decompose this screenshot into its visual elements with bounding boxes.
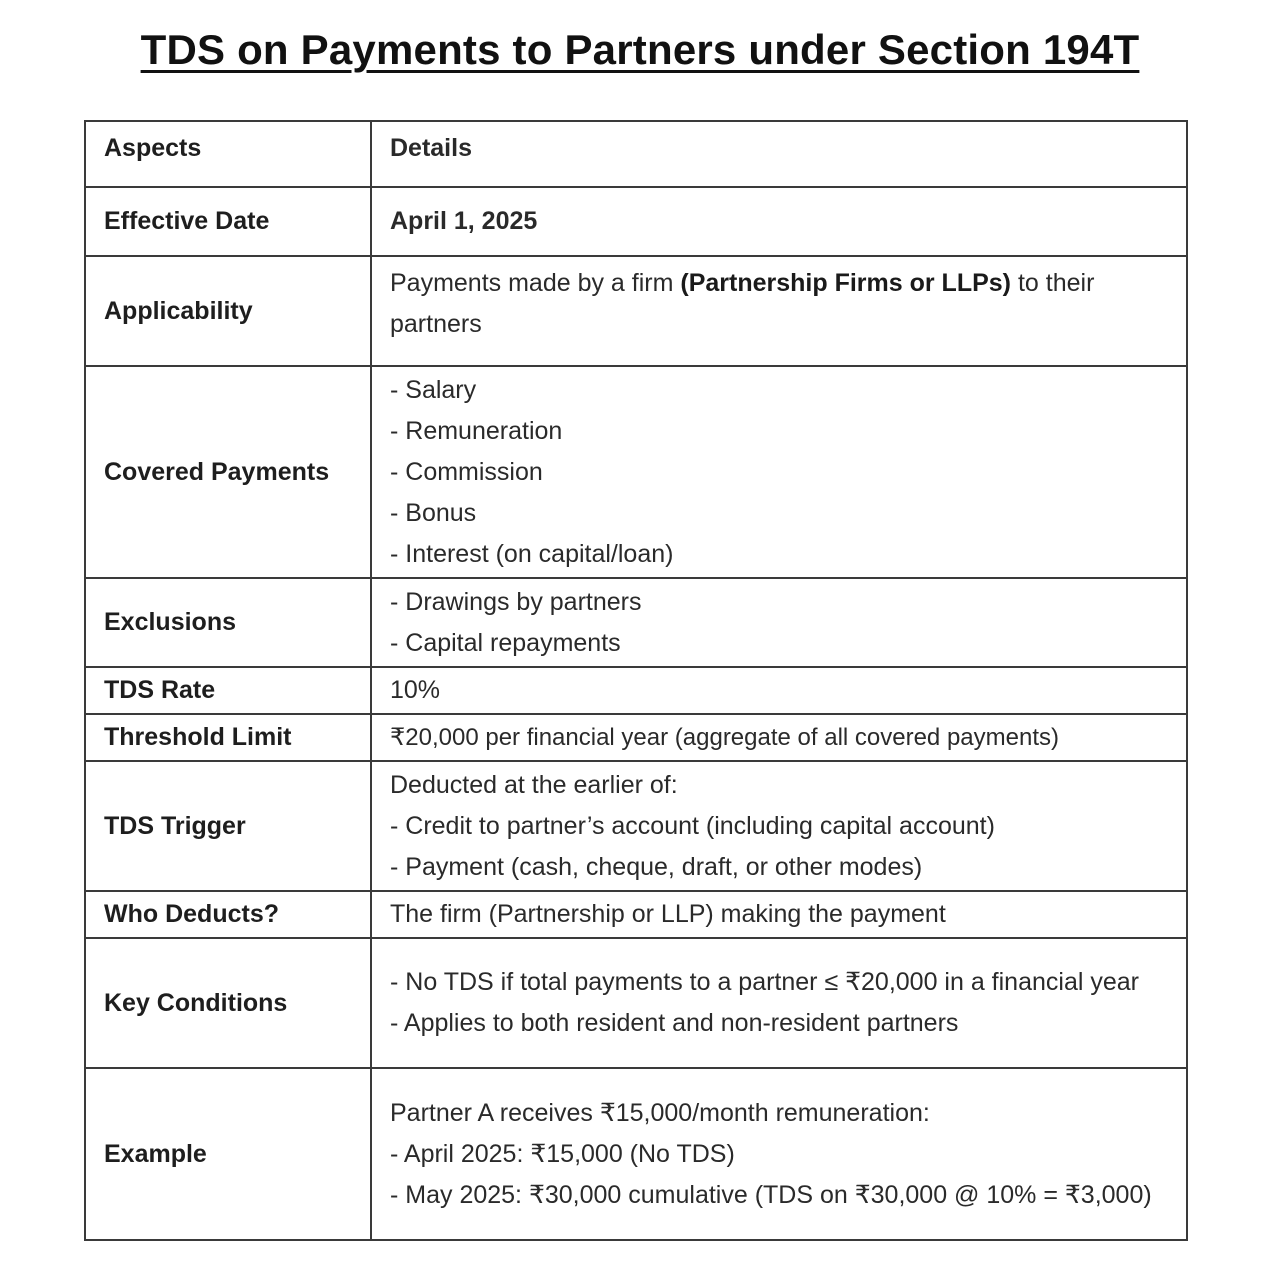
- detail-key-conditions: [371, 938, 1187, 1068]
- list-item: - Remuneration: [390, 416, 563, 445]
- table-row-effective-date: [85, 187, 1187, 256]
- detail-covered-payments: [371, 366, 1187, 578]
- table-row-applicability: [85, 256, 1187, 366]
- header-aspects: Aspects: [85, 121, 371, 187]
- aspect-covered-payments: Covered Payments: [85, 366, 371, 578]
- list-item: - Applies to both resident and non-resident partners: [390, 1009, 959, 1037]
- aspect-tds-trigger: TDS Trigger: [85, 761, 371, 891]
- table-row-covered-payments: [85, 366, 1187, 578]
- aspect-effective-date: Effective Date: [85, 187, 371, 256]
- list-item: - Interest (on capital/loan): [390, 539, 674, 568]
- aspect-tds-rate: TDS Rate: [85, 667, 371, 714]
- detail-example: [371, 1068, 1187, 1240]
- header-details: Details: [371, 121, 1187, 187]
- list-item: - Payment (cash, cheque, draft, or other modes): [390, 852, 923, 881]
- aspect-example: Example: [85, 1068, 371, 1240]
- list-item: - No TDS if total payments to a partner ≤ ₹20,000 in a financial year: [390, 968, 1139, 996]
- table-row-tds-rate: [85, 667, 1187, 714]
- list-item: Partner A receives ₹15,000/month remuneration:: [390, 1098, 930, 1127]
- aspect-applicability: Applicability: [85, 256, 371, 366]
- detail-exclusions: [371, 578, 1187, 667]
- list-item: - Commission: [390, 457, 543, 486]
- table-row-header: [85, 121, 1187, 187]
- applicability-text-bold: (Partnership Firms or LLPs): [680, 269, 1012, 297]
- detail-threshold-limit: ₹20,000 per financial year (aggregate of all covered payments): [371, 714, 1187, 761]
- list-item: Deducted at the earlier of:: [390, 770, 678, 799]
- list-item: - Salary: [390, 375, 477, 404]
- list-item: - Drawings by partners: [390, 587, 642, 616]
- page-title: TDS on Payments to Partners under Section 194T: [140, 26, 1140, 73]
- table-row-who-deducts: [85, 891, 1187, 938]
- aspect-threshold-limit: Threshold Limit: [85, 714, 371, 761]
- table-row-example: [85, 1068, 1187, 1240]
- table-row-tds-trigger: [85, 761, 1187, 891]
- detail-applicability: [371, 256, 1187, 366]
- detail-tds-rate: 10%: [371, 667, 1187, 714]
- aspect-exclusions: Exclusions: [85, 578, 371, 667]
- list-item: - Bonus: [390, 498, 477, 527]
- list-item: - Credit to partner’s account (including capital account): [390, 811, 995, 840]
- table-row-key-conditions: [85, 938, 1187, 1068]
- detail-effective-date: April 1, 2025: [371, 187, 1187, 256]
- aspect-who-deducts: Who Deducts?: [85, 891, 371, 938]
- tds-table: [84, 120, 1188, 1241]
- list-item: - Capital repayments: [390, 628, 621, 657]
- aspect-key-conditions: Key Conditions: [85, 938, 371, 1068]
- table-row-threshold-limit: [85, 714, 1187, 761]
- table-row-exclusions: [85, 578, 1187, 667]
- applicability-text-post: to their partners: [390, 269, 1095, 338]
- detail-tds-trigger: [371, 761, 1187, 891]
- list-item: - April 2025: ₹15,000 (No TDS): [390, 1139, 735, 1168]
- detail-who-deducts: The firm (Partnership or LLP) making the payment: [371, 891, 1187, 938]
- list-item: - May 2025: ₹30,000 cumulative (TDS on ₹30,000 @ 10% = ₹3,000): [390, 1180, 1152, 1209]
- applicability-text-pre: Payments made by a firm: [390, 269, 681, 297]
